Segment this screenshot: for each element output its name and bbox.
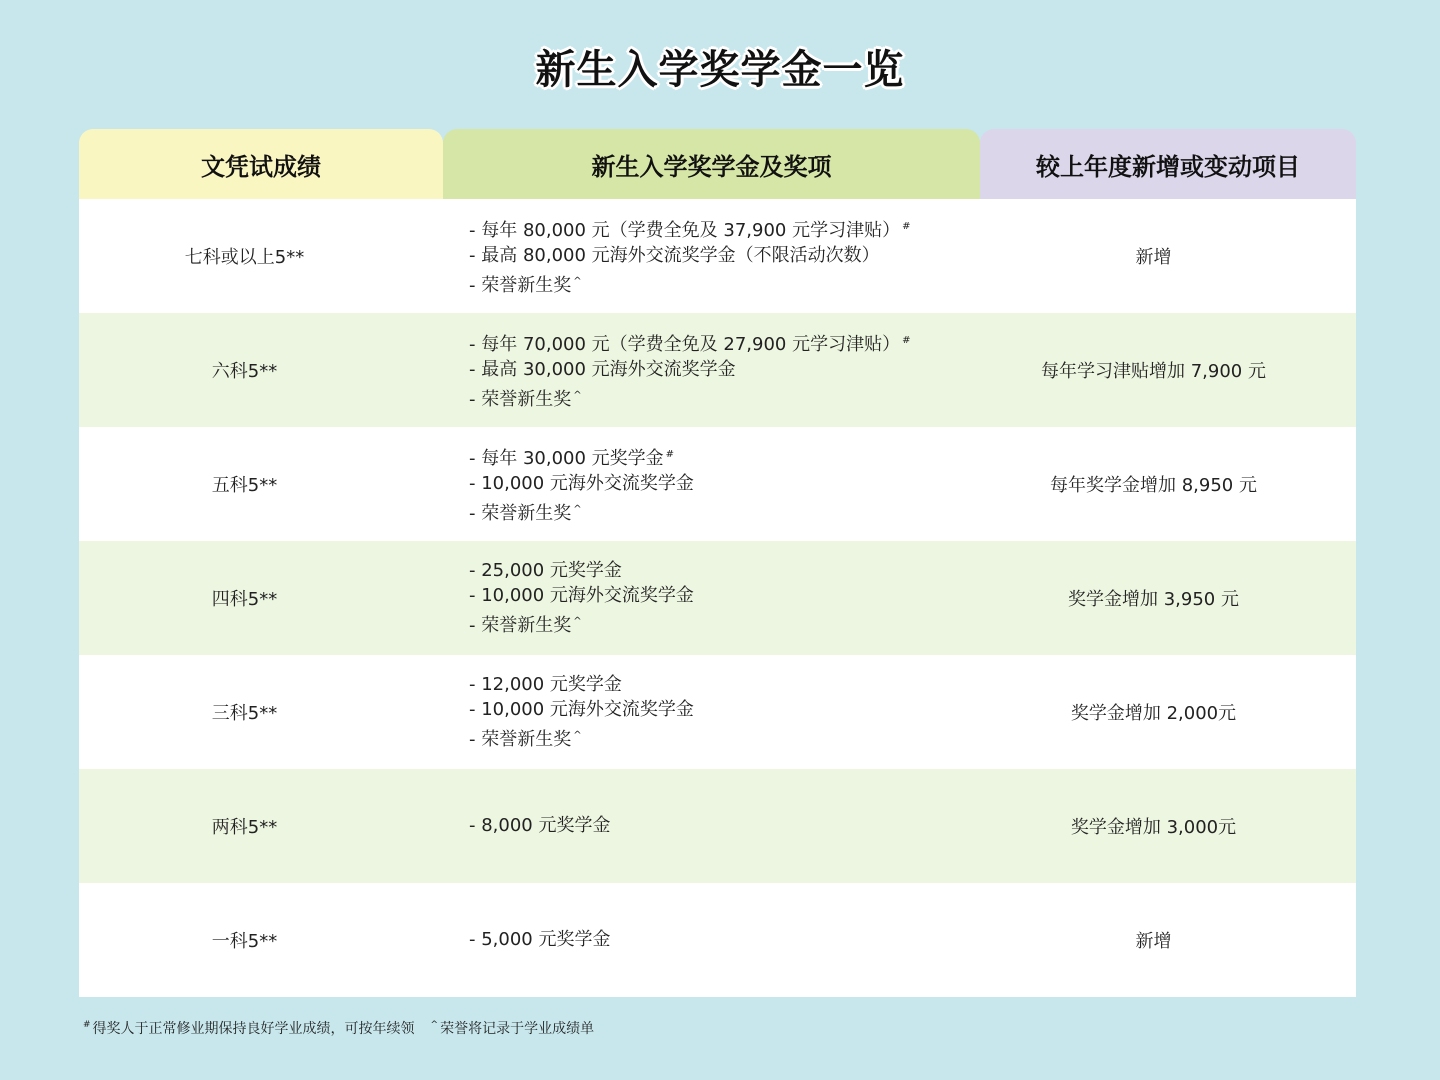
award-footnote-mark: ^ bbox=[573, 503, 582, 515]
footnote-caret-mark: ^ bbox=[430, 1020, 439, 1031]
award-text: - 8,000 元奖学金 bbox=[469, 815, 611, 837]
scholarship-table bbox=[79, 129, 1356, 997]
award-line bbox=[469, 609, 951, 639]
award-line bbox=[469, 442, 951, 472]
header-grade: 文凭试成绩 bbox=[79, 129, 443, 199]
page-title: 新生入学奖学金一览 bbox=[535, 47, 905, 93]
change-cell: 奖学金增加 2,000元 bbox=[1070, 703, 1237, 724]
footnote-hash-mark: # bbox=[83, 1020, 91, 1031]
footnote-caret bbox=[431, 1018, 595, 1038]
award-footnote-mark: # bbox=[902, 334, 911, 346]
change-cell: 每年学习津贴增加 7,900 元 bbox=[1041, 361, 1266, 382]
award-footnote-mark: # bbox=[665, 448, 675, 460]
award-text: - 25,000 元奖学金 bbox=[469, 559, 622, 581]
award-text: - 每年 80,000 元（学费全免及 37,900 元学习津贴） bbox=[469, 219, 901, 241]
footnote-caret-text: 荣誉将记录于学业成绩单 bbox=[440, 1021, 595, 1037]
award-line bbox=[469, 723, 951, 753]
awards-cell bbox=[410, 199, 951, 313]
award-footnote-mark: # bbox=[902, 220, 911, 232]
table-row bbox=[79, 199, 1356, 313]
award-text: - 10,000 元海外交流奖学金 bbox=[469, 585, 694, 607]
award-text: - 最高 80,000 元海外交流奖学金（不限活动次数） bbox=[469, 245, 880, 267]
award-text: - 荣誉新生奖 bbox=[469, 614, 572, 636]
award-line bbox=[469, 383, 951, 413]
awards-cell bbox=[410, 427, 951, 541]
award-footnote-mark: ^ bbox=[573, 615, 582, 627]
table-body bbox=[79, 199, 1356, 997]
table-row bbox=[79, 427, 1356, 541]
change-cell: 新增 bbox=[1135, 247, 1172, 268]
award-text: - 每年 70,000 元（学费全免及 27,900 元学习津贴） bbox=[469, 333, 901, 355]
change-cell: 新增 bbox=[1135, 931, 1172, 952]
change-cell: 每年奖学金增加 8,950 元 bbox=[1050, 475, 1257, 496]
awards-cell bbox=[410, 769, 951, 883]
award-text: - 荣誉新生奖 bbox=[469, 274, 572, 296]
table-row bbox=[79, 313, 1356, 427]
grade-cell: 两科5** bbox=[211, 817, 278, 838]
table-row bbox=[79, 883, 1356, 997]
grade-cell: 三科5** bbox=[211, 703, 278, 724]
awards-cell bbox=[410, 655, 951, 769]
header-change: 较上年度新增或变动项目 bbox=[980, 129, 1356, 199]
table-header bbox=[79, 129, 1356, 199]
grade-cell: 四科5** bbox=[211, 589, 278, 610]
award-text: - 最高 30,000 元海外交流奖学金 bbox=[469, 359, 736, 381]
awards-cell bbox=[410, 313, 951, 427]
award-text: - 荣誉新生奖 bbox=[469, 502, 572, 524]
footnote-hash-text: 得奖人于正常修业期保持良好学业成绩，可按年续领 bbox=[92, 1021, 415, 1037]
grade-cell: 六科5** bbox=[211, 361, 278, 382]
award-line bbox=[469, 269, 951, 299]
award-footnote-mark: ^ bbox=[573, 275, 582, 287]
grade-cell: 七科或以上5** bbox=[184, 247, 305, 268]
change-cell: 奖学金增加 3,950 元 bbox=[1068, 589, 1239, 610]
award-text: - 荣誉新生奖 bbox=[469, 728, 572, 750]
award-text: - 12,000 元奖学金 bbox=[469, 673, 622, 695]
table-row bbox=[79, 655, 1356, 769]
award-line bbox=[469, 813, 951, 839]
header-awards: 新生入学奖学金及奖项 bbox=[443, 129, 980, 199]
footnotes bbox=[83, 1018, 594, 1038]
award-footnote-mark: ^ bbox=[573, 389, 582, 401]
grade-cell: 五科5** bbox=[211, 475, 278, 496]
award-line bbox=[469, 697, 951, 723]
table-row bbox=[79, 541, 1356, 655]
award-line bbox=[469, 471, 951, 497]
table-row bbox=[79, 769, 1356, 883]
awards-cell bbox=[410, 541, 951, 655]
award-footnote-mark: ^ bbox=[573, 729, 582, 741]
change-cell: 奖学金增加 3,000元 bbox=[1070, 817, 1237, 838]
award-text: - 10,000 元海外交流奖学金 bbox=[469, 699, 694, 721]
award-line bbox=[469, 927, 951, 953]
award-line bbox=[469, 672, 951, 698]
award-line bbox=[469, 328, 951, 358]
award-line bbox=[469, 243, 951, 269]
award-text: - 荣誉新生奖 bbox=[469, 388, 572, 410]
awards-cell bbox=[410, 883, 951, 997]
award-line bbox=[469, 497, 951, 527]
award-line bbox=[469, 214, 951, 244]
award-text: - 10,000 元海外交流奖学金 bbox=[469, 473, 694, 495]
award-text: - 每年 30,000 元奖学金 bbox=[469, 447, 664, 469]
award-line bbox=[469, 583, 951, 609]
footnote-hash bbox=[83, 1018, 415, 1038]
grade-cell: 一科5** bbox=[211, 931, 278, 952]
award-line bbox=[469, 558, 951, 584]
award-text: - 5,000 元奖学金 bbox=[469, 929, 611, 951]
award-line bbox=[469, 357, 951, 383]
